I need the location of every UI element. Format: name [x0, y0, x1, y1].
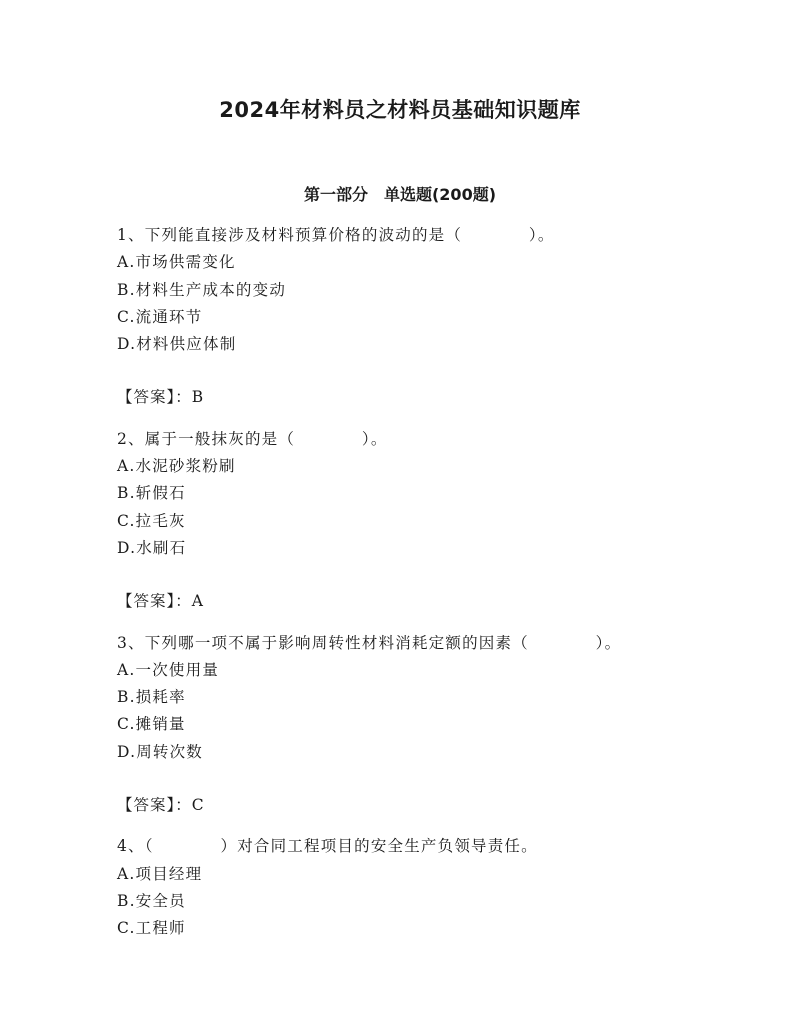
question-stem: 4、（ ）对合同工程项目的安全生产负领导责任。 [117, 837, 538, 856]
option-a: A.一次使用量 [117, 660, 220, 679]
question-list [117, 222, 757, 943]
question-stem: 3、下列哪一项不属于影响周转性材料消耗定额的因素（ ）。 [117, 633, 622, 652]
option-a: A.水泥砂浆粉刷 [117, 457, 236, 476]
option-d: D.水刷石 [117, 538, 187, 557]
option-a: A.项目经理 [117, 864, 203, 883]
option-b: B.材料生产成本的变动 [117, 280, 287, 299]
option-c: C.摊销量 [117, 715, 186, 734]
question-stem: 1、下列能直接涉及材料预算价格的波动的是（ ）。 [117, 226, 555, 244]
answer-line: 【答案】：A [117, 592, 204, 611]
option-c: C.工程师 [117, 919, 186, 938]
question-4 [117, 833, 757, 942]
question-2 [117, 426, 757, 616]
option-b: B.安全员 [117, 891, 186, 910]
option-c: C.流通环节 [117, 307, 203, 326]
option-d: D.周转次数 [117, 742, 204, 761]
question-stem: 2、属于一般抹灰的是（ ）。 [117, 429, 388, 448]
option-b: B.损耗率 [117, 688, 186, 707]
question-1 [117, 222, 757, 412]
document-title: 2024年材料员之材料员基础知识题库 [219, 98, 581, 122]
answer-line: 【答案】：C [117, 796, 205, 815]
section-heading: 第一部分 单选题(200题) [303, 185, 497, 204]
option-c: C.拉毛灰 [117, 511, 186, 530]
option-d: D.材料供应体制 [117, 335, 237, 354]
question-3 [117, 630, 757, 820]
option-a: A.市场供需变化 [117, 253, 236, 272]
option-b: B.斩假石 [117, 484, 186, 503]
answer-line: 【答案】：B [117, 388, 205, 407]
